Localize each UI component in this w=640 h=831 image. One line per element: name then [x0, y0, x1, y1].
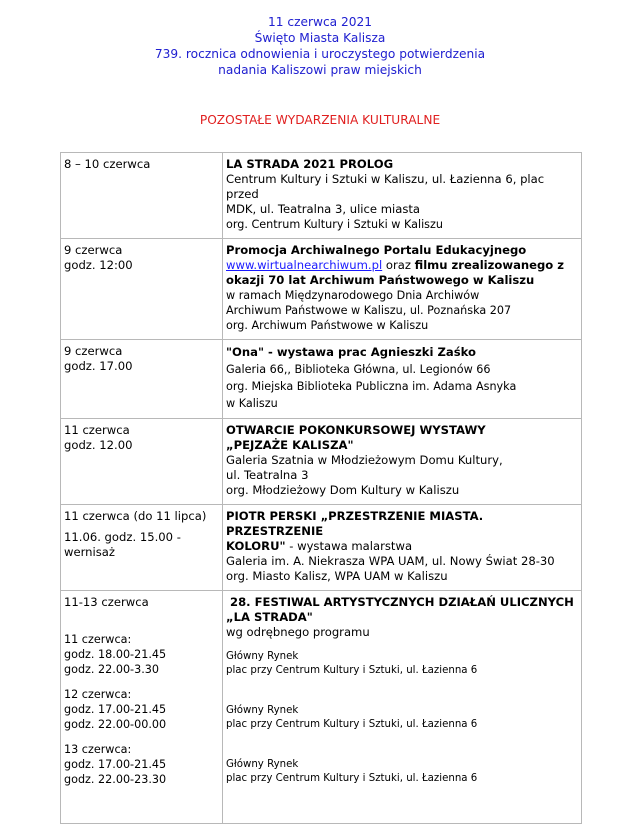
- venue-address: plac przy Centrum Kultury i Sztuki, ul. Łazienna 6: [226, 719, 478, 730]
- header-line-3: 739. rocznica odnowienia i uroczystego potwierdzenia: [154, 47, 486, 61]
- header-date: 11 czerwca 2021: [267, 15, 373, 29]
- event-date: 11-13 czerwca: [64, 595, 149, 609]
- venue-name: Główny Rynek: [226, 651, 299, 662]
- event-date: 9 czerwca: [64, 344, 123, 358]
- details-cell: [223, 505, 582, 591]
- schedule-time: godz. 18.00-21.45: [64, 648, 167, 661]
- date-cell: [61, 239, 223, 340]
- event-organizer: org. Miejska Biblioteka Publiczna im. Adama Asnyka: [226, 380, 517, 393]
- event-organizer: w Kaliszu: [226, 397, 278, 410]
- link-connector: oraz: [382, 258, 415, 272]
- event-title: KOLORU": [226, 539, 286, 553]
- events-table: [60, 152, 582, 824]
- event-highlight: filmu zrealizowanego z: [414, 258, 565, 272]
- event-type: - wystawa malarstwa: [285, 539, 413, 553]
- details-cell: [223, 419, 582, 505]
- event-place: Galeria im. A. Niekrasza WPA UAM, ul. Nowy Świat 28-30: [226, 554, 555, 568]
- event-time: godz. 17.00: [64, 359, 133, 373]
- event-title: "Ona" - wystawa prac Agnieszki Zaśko: [226, 345, 476, 359]
- event-time: wernisaż: [64, 545, 115, 559]
- date-cell: [61, 591, 223, 824]
- date-cell: [61, 340, 223, 419]
- event-date: 11 czerwca: [64, 423, 130, 437]
- details-cell: [223, 153, 582, 239]
- venue-name: Główny Rynek: [226, 759, 299, 770]
- venue-address: plac przy Centrum Kultury i Sztuki, ul. Łazienna 6: [226, 665, 478, 676]
- table-row: [61, 239, 582, 340]
- date-cell: [61, 419, 223, 505]
- event-title: Promocja Archiwalnego Portalu Edukacyjnego: [226, 243, 527, 257]
- event-organizer: org. Młodzieżowy Dom Kultury w Kaliszu: [226, 483, 460, 497]
- schedule-time: godz. 22.00-00.00: [64, 718, 167, 731]
- event-place: Centrum Kultury i Sztuki w Kaliszu, ul. Łazienna 6, plac przed: [226, 172, 545, 201]
- details-cell: [223, 340, 582, 419]
- event-title: „LA STRADA": [226, 610, 313, 624]
- event-program: wg odrębnego programu: [226, 625, 370, 639]
- event-place: ul. Teatralna 3: [226, 468, 309, 482]
- date-cell: [61, 505, 223, 591]
- document-header: [0, 14, 640, 78]
- event-title: LA STRADA 2021 PROLOG: [226, 157, 394, 171]
- event-organizer: org. Miasto Kalisz, WPA UAM w Kaliszu: [226, 569, 448, 583]
- table-row: [61, 340, 582, 419]
- date-cell: [61, 153, 223, 239]
- schedule-time: godz. 17.00-21.45: [64, 703, 167, 716]
- event-date: 11 czerwca (do 11 lipca): [64, 509, 207, 523]
- event-time: godz. 12:00: [64, 258, 133, 272]
- table-row: [61, 591, 582, 824]
- schedule-day: 11 czerwca:: [64, 633, 132, 646]
- venue-address: plac przy Centrum Kultury i Sztuki, ul. Łazienna 6: [226, 773, 478, 784]
- event-organizer: org. Centrum Kultury i Sztuki w Kaliszu: [226, 218, 443, 231]
- schedule-day: 12 czerwca:: [64, 688, 132, 701]
- details-cell: [223, 239, 582, 340]
- schedule-time: godz. 22.00-23.30: [64, 773, 167, 786]
- event-title: PIOTR PERSKI „PRZESTRZENIE MIASTA. PRZESTRZENIE: [226, 509, 484, 538]
- section-heading: POZOSTAŁE WYDARZENIA KULTURALNE: [199, 113, 441, 127]
- event-place: Galeria 66,, Biblioteka Główna, ul. Legionów 66: [226, 363, 491, 376]
- event-time: 11.06. godz. 15.00 -: [64, 530, 181, 544]
- details-cell: [223, 591, 582, 824]
- header-title: Święto Miasta Kalisza: [254, 31, 386, 45]
- schedule-day: 13 czerwca:: [64, 743, 132, 756]
- table-row: [61, 505, 582, 591]
- event-highlight: okazji 70 lat Archiwum Państwowego w Kaliszu: [226, 273, 535, 287]
- event-place: MDK, ul. Teatralna 3, ulice miasta: [226, 202, 421, 216]
- venue-name: Główny Rynek: [226, 705, 299, 716]
- event-title: OTWARCIE POKONKURSOWEJ WYSTAWY: [226, 423, 486, 437]
- schedule-time: godz. 22.00-3.30: [64, 663, 160, 676]
- table-row: [61, 419, 582, 505]
- event-place: Archiwum Państwowe w Kaliszu, ul. Poznańska 207: [226, 304, 512, 317]
- schedule-time: godz. 17.00-21.45: [64, 758, 167, 771]
- event-context: w ramach Międzynarodowego Dnia Archiwów: [226, 289, 480, 302]
- event-organizer: org. Archiwum Państwowe w Kaliszu: [226, 319, 429, 332]
- event-title: „PEJZAŻE KALISZA": [226, 438, 354, 452]
- event-title: 28. FESTIWAL ARTYSTYCZNYCH DZIAŁAŃ ULICZNYCH: [226, 595, 574, 609]
- event-time: godz. 12.00: [64, 438, 133, 452]
- event-place: Galeria Szatnia w Młodzieżowym Domu Kultury,: [226, 453, 503, 467]
- event-date: 9 czerwca: [64, 243, 123, 257]
- header-line-4: nadania Kaliszowi praw miejskich: [218, 63, 422, 77]
- table-row: [61, 153, 582, 239]
- portal-link[interactable]: www.wirtualnearchiwum.pl: [226, 258, 383, 272]
- event-date: 8 – 10 czerwca: [64, 157, 151, 171]
